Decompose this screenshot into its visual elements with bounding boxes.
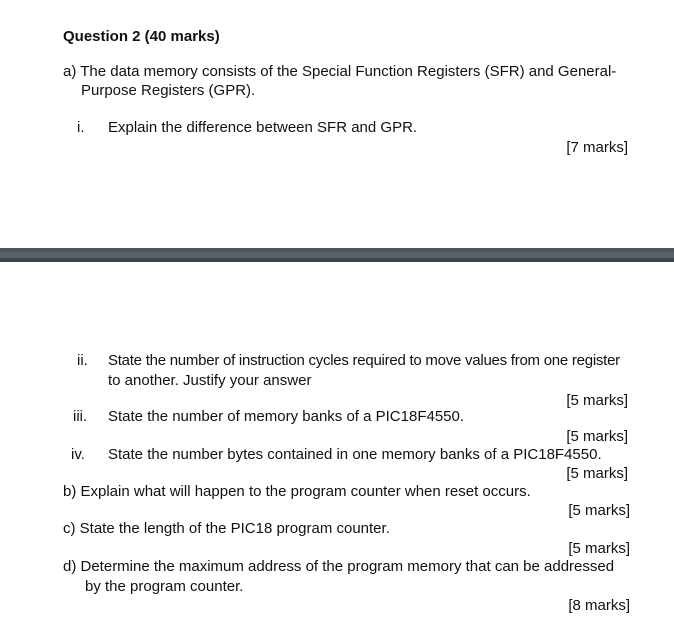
item-iii-text: State the number of memory banks of a PIC18F4550. [108, 408, 465, 425]
item-i-number: i. [77, 119, 85, 136]
part-d-line2: by the program counter. [85, 578, 244, 595]
part-a-line2: Purpose Registers (GPR). [81, 82, 256, 99]
page-divider [0, 248, 674, 262]
part-b-marks: [5 marks] [568, 502, 630, 519]
item-ii-marks: [5 marks] [566, 392, 628, 409]
part-c-marks: [5 marks] [568, 540, 630, 557]
part-b-text: b) Explain what will happen to the program counter when reset occurs. [63, 483, 531, 500]
item-iii-marks: [5 marks] [566, 428, 628, 445]
item-iv-number: iv. [71, 446, 85, 463]
item-ii-number: ii. [77, 352, 88, 369]
item-ii-line1: State the number of instruction cycles required to move values from one register [108, 352, 620, 369]
part-d-line1: d) Determine the maximum address of the program memory that can be addressed [63, 558, 615, 575]
part-a-line1: a) The data memory consists of the Special Function Registers (SFR) and General- [63, 63, 617, 80]
item-iv-text: State the number bytes contained in one memory banks of a PIC18F4550. [108, 446, 602, 463]
part-c-text: c) State the length of the PIC18 program counter. [63, 520, 390, 537]
part-d-marks: [8 marks] [568, 597, 630, 614]
item-ii-line2: to another. Justify your answer [108, 372, 312, 389]
item-iii-number: iii. [73, 408, 88, 425]
question-title: Question 2 (40 marks) [63, 28, 220, 45]
item-iv-marks: [5 marks] [566, 465, 628, 482]
item-i-text: Explain the difference between SFR and GPR. [108, 119, 418, 136]
item-i-marks: [7 marks] [566, 139, 628, 156]
